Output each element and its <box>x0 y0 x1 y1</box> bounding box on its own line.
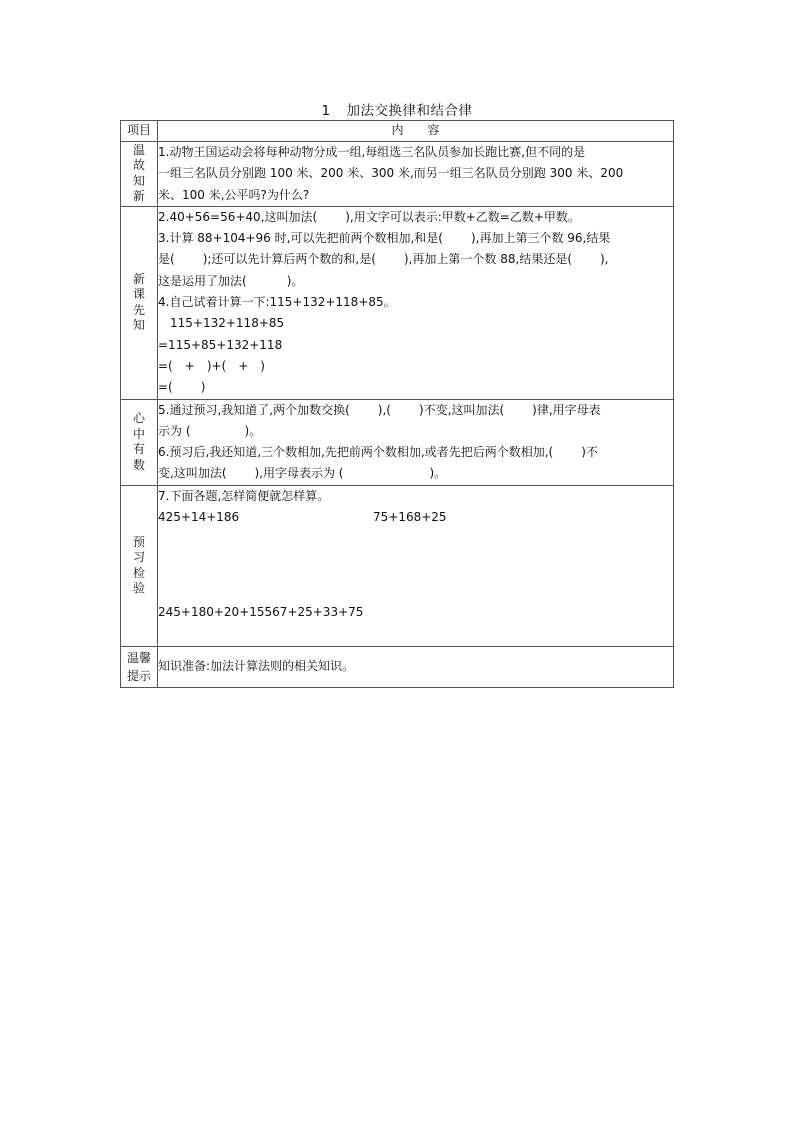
question-2: 2.40+56=56+40,这叫加法( ),用文字可以表示:甲数+乙数=乙数+甲数。 <box>158 209 580 224</box>
step-line: =( ) <box>158 380 206 395</box>
review-row <box>121 142 674 207</box>
exercise-1: 425+14+186 <box>158 510 240 525</box>
review-content <box>158 142 674 207</box>
tip-content <box>158 646 674 687</box>
question-3: 3.计算 88+104+96 时,可以先把前两个数相加,和是( ),再加上第三个数 96,结果 <box>158 231 611 246</box>
check-row <box>121 485 674 646</box>
question-5: 5.通过预习,我知道了,两个加数交换( ),( )不变,这叫加法( )律,用字母表 <box>158 402 601 417</box>
step-line: =( + )+( + ) <box>158 358 265 373</box>
exercise-4: 67+25+33+75 <box>272 605 364 620</box>
work-area[interactable] <box>158 528 673 602</box>
question-4: 4.自己试着计算一下:115+132+118+85。 <box>158 295 396 310</box>
work-area[interactable] <box>158 623 673 641</box>
new-row <box>121 206 674 399</box>
question-3: 是( );还可以先计算后两个数的和,是( ),再加上第一个数 88,结果还是( ), <box>158 252 609 267</box>
new-label: 新课先知 <box>132 271 145 333</box>
tip-label: 温馨提示 <box>126 650 151 683</box>
page-title <box>120 99 674 119</box>
review-line: 米、100 米,公平吗?为什么? <box>158 187 310 202</box>
header-content: 内 容 <box>158 121 674 142</box>
title-text: 加法交换律和结合律 <box>346 103 473 119</box>
step-line: =115+85+132+118 <box>158 337 283 352</box>
new-content <box>158 206 674 399</box>
heart-content <box>158 399 674 485</box>
tip-text: 知识准备:加法计算法则的相关知识。 <box>158 659 355 674</box>
review-line: 一组三名队员分别跑 100 米、200 米、300 米,而另一组三名队员分别跑 300 米、200 <box>158 166 624 181</box>
exercise-2: 75+168+25 <box>373 510 447 525</box>
title-number: 1 <box>321 103 331 119</box>
heart-row <box>121 399 674 485</box>
question-6: 6.预习后,我还知道,三个数相加,先把前两个数相加,或者先把后两个数相加,( )不 <box>158 445 598 460</box>
review-line: 1.动物王国运动会将每种动物分成一组,每组选三名队员参加长跑比赛,但不同的是 <box>158 145 586 159</box>
step-line: 115+132+118+85 <box>170 316 285 331</box>
review-label: 温故知新 <box>132 142 145 204</box>
tip-row <box>121 646 674 687</box>
header-row <box>121 121 674 142</box>
check-content <box>158 485 674 646</box>
question-3: 这是运用了加法( )。 <box>158 273 304 288</box>
question-6: 变,这叫加法( ),用字母表示为 ( )。 <box>158 466 447 481</box>
exercise-3: 245+180+20+155 <box>158 605 273 620</box>
header-item: 项目 <box>121 121 158 142</box>
worksheet-table <box>120 120 674 688</box>
heart-label: 心中有数 <box>132 411 145 472</box>
question-5: 示为 ( )。 <box>158 423 262 438</box>
question-7: 7.下面各题,怎样简便就怎样算。 <box>158 488 330 503</box>
check-label: 预习检验 <box>132 534 145 596</box>
